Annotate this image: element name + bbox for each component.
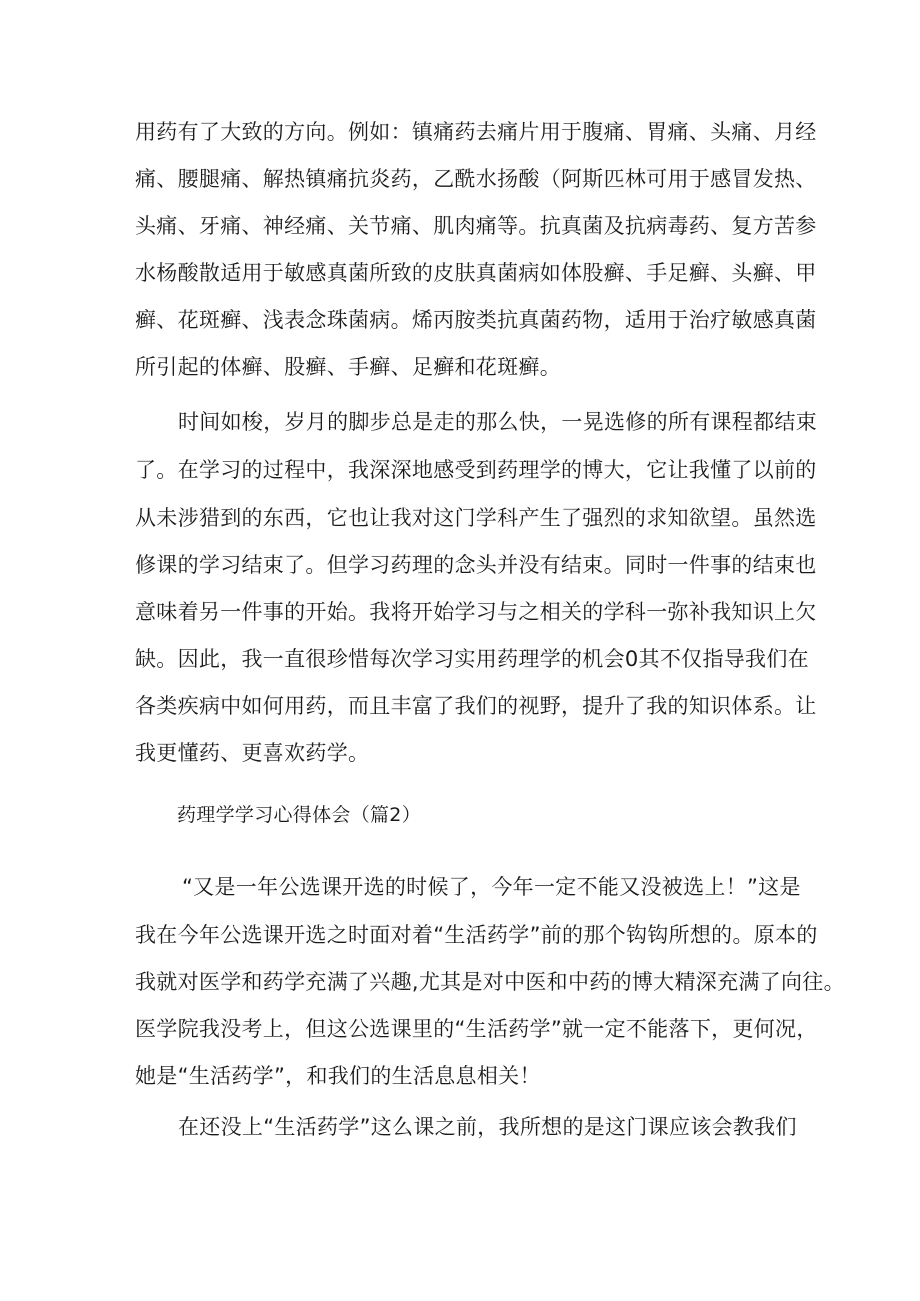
paragraph-line: 在还没上“生活药学”这么课之前，我所想的是这门课应该会教我们 — [178, 1115, 797, 1139]
paragraph-line: 时间如梭，岁月的脚步总是走的那么快，一晃选修的所有课程都结束 — [178, 410, 817, 434]
paragraph-line: 所引起的体癣、股癣、手癣、足癣和花斑癣。 — [135, 355, 561, 379]
paragraph-line: 意味着另一件事的开始。我将开始学习与之相关的学科一弥补我知识上欠 — [135, 600, 817, 624]
paragraph-line: 我就对医学和药学充满了兴趣,尤其是对中医和中药的博大精深充满了向往。 — [135, 970, 845, 994]
paragraph-line: 我在今年公选课开选之时面对着“生活药学”前的那个钩钩所想的。原本的 — [135, 923, 818, 947]
paragraph-line: “又是一年公选课开选的时候了，今年一定不能又没被选上！”这是 — [182, 875, 801, 899]
paragraph-line: 各类疾病中如何用药，而且丰富了我们的视野，提升了我的知识体系。让 — [135, 694, 817, 718]
paragraph-line: 我更懂药、更喜欢药学。 — [135, 741, 370, 765]
paragraph-line: 了。在学习的过程中，我深深地感受到药理学的博大，它让我懂了以前的 — [135, 458, 817, 482]
paragraph-line: 从未涉猎到的东西，它也让我对这门学科产生了强烈的求知欲望。虽然选 — [135, 506, 817, 530]
paragraph-line: 她是“生活药学”，和我们的生活息息相关！ — [135, 1064, 541, 1088]
paragraph-line: 水杨酸散适用于敏感真菌所致的皮肤真菌病如体股癣、手足癣、头癣、甲 — [135, 261, 817, 285]
paragraph-line: 用药有了大致的方向。例如：镇痛药去痛片用于腹痛、胃痛、头痛、月经 — [135, 120, 817, 144]
paragraph-line: 缺。因此，我一直很珍惜每次学习实用药理学的机会0其不仅指导我们在 — [135, 647, 809, 671]
paragraph-line: 癣、花斑癣、浅表念珠菌病。烯丙胺类抗真菌药物，适用于治疗敏感真菌 — [135, 308, 817, 332]
paragraph-line: 痛、腰腿痛、解热镇痛抗炎药，乙酰水扬酸（阿斯匹林可用于感冒发热、 — [135, 167, 817, 191]
section-heading: 药理学学习心得体会（篇2） — [177, 804, 421, 826]
paragraph-line: 医学院我没考上，但这公选课里的“生活药学”就一定不能落下，更何况， — [135, 1017, 818, 1041]
paragraph-line: 头痛、牙痛、神经痛、关节痛、肌肉痛等。抗真菌及抗病毒药、复方苦参 — [135, 214, 817, 238]
paragraph-line: 修课的学习结束了。但学习药理的念头并没有结束。同时一件事的结束也 — [135, 553, 817, 577]
